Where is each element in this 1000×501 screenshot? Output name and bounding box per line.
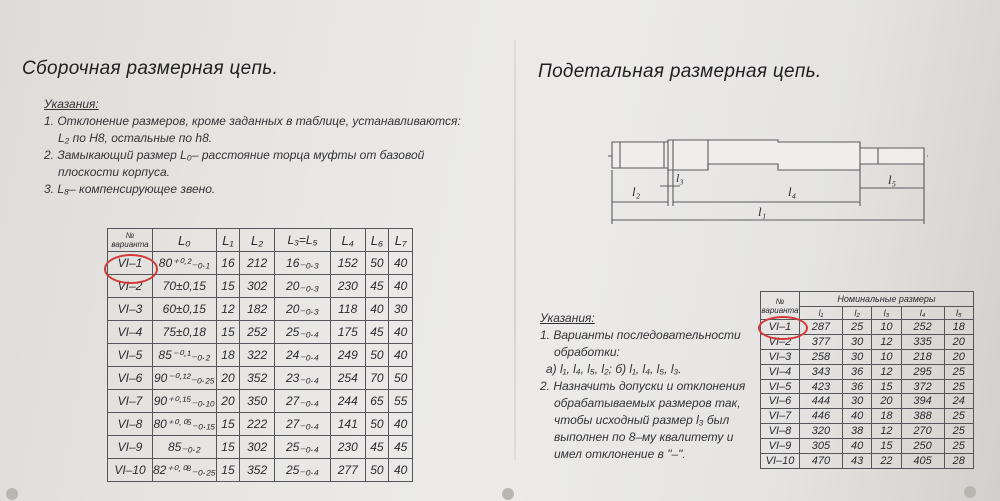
- value-cell: 36: [842, 379, 871, 394]
- value-cell: 15: [216, 436, 240, 459]
- value-cell: 38: [842, 424, 871, 439]
- value-cell: 350: [240, 390, 275, 413]
- value-cell: 394: [901, 394, 944, 409]
- variant-cell: VI–4: [761, 364, 800, 379]
- table-row: [108, 390, 413, 413]
- value-cell: 24: [944, 394, 973, 409]
- right-note-line: 1. Варианты последовательности: [540, 328, 741, 342]
- value-cell: 50: [365, 344, 389, 367]
- value-cell: 22: [872, 454, 901, 469]
- variant-cell: VI–2: [761, 334, 800, 349]
- left-title: Сборочная размерная цепь.: [22, 58, 279, 79]
- variant-cell: VI–10: [761, 454, 800, 469]
- value-cell: 152: [330, 252, 365, 275]
- value-cell: 15: [872, 379, 901, 394]
- column-header: L₁: [216, 229, 240, 252]
- table-row: [761, 379, 974, 394]
- value-cell: 25: [842, 320, 871, 335]
- right-note-line: 2. Назначить допуски и отклонения: [540, 379, 746, 393]
- variant-cell: VI–5: [108, 344, 153, 367]
- value-cell: 40: [389, 252, 413, 275]
- table-row: [108, 367, 413, 390]
- value-cell: 50: [365, 413, 389, 436]
- value-cell: 20₋₀.₃: [274, 298, 330, 321]
- value-cell: 222: [240, 413, 275, 436]
- column-header: L₆: [365, 229, 389, 252]
- value-cell: 40: [389, 344, 413, 367]
- value-cell: 250: [901, 439, 944, 454]
- variant-number-sign: №: [775, 296, 785, 306]
- value-cell: 230: [330, 436, 365, 459]
- value-cell: 212: [240, 252, 275, 275]
- right-note-line: обработки:: [554, 345, 620, 359]
- value-cell: 470: [800, 454, 843, 469]
- table-row: [108, 321, 413, 344]
- variant-highlight-circle: [758, 316, 808, 340]
- value-cell: 18: [872, 409, 901, 424]
- value-cell: 16₋₀.₃: [274, 252, 330, 275]
- table-row: [108, 275, 413, 298]
- value-cell: 45: [389, 436, 413, 459]
- table-row: [761, 349, 974, 364]
- variant-cell: VI–6: [108, 367, 153, 390]
- shaft-drawing: [598, 120, 938, 230]
- value-cell: 12: [872, 334, 901, 349]
- value-cell: 377: [800, 334, 843, 349]
- value-cell: 352: [240, 459, 275, 482]
- value-cell: 20: [944, 349, 973, 364]
- value-cell: 80⁺⁰·²₋₀.₁: [153, 252, 217, 275]
- value-cell: 23₋₀.₄: [274, 367, 330, 390]
- left-note-line: плоскости корпуса.: [58, 165, 171, 179]
- column-header: l₂: [842, 307, 871, 320]
- value-cell: 230: [330, 275, 365, 298]
- dim-label-l4: l₄: [788, 184, 797, 199]
- value-cell: 25: [944, 364, 973, 379]
- pin-tack: [502, 488, 514, 500]
- value-cell: 446: [800, 409, 843, 424]
- value-cell: 65: [365, 390, 389, 413]
- value-cell: 25₋₀.₄: [274, 436, 330, 459]
- variant-cell: VI–10: [108, 459, 153, 482]
- table-row: [108, 436, 413, 459]
- value-cell: 405: [901, 454, 944, 469]
- value-cell: 270: [901, 424, 944, 439]
- value-cell: 25₋₀.₄: [274, 459, 330, 482]
- table-row: [761, 454, 974, 469]
- variant-word: варианта: [761, 305, 799, 315]
- value-cell: 182: [240, 298, 275, 321]
- variant-highlight-circle: [104, 254, 158, 284]
- value-cell: 45: [365, 321, 389, 344]
- value-cell: 25₋₀.₄: [274, 321, 330, 344]
- value-cell: 20: [216, 367, 240, 390]
- value-cell: 25: [944, 409, 973, 424]
- right-note-line: имел отклонение в "–".: [554, 447, 686, 461]
- variant-cell: VI–7: [108, 390, 153, 413]
- variant-cell: VI–9: [761, 439, 800, 454]
- table-row: [761, 364, 974, 379]
- panel-fold: [514, 40, 516, 460]
- value-cell: 55: [389, 390, 413, 413]
- value-cell: 12: [872, 364, 901, 379]
- value-cell: 27₋₀.₄: [274, 413, 330, 436]
- value-cell: 40: [389, 459, 413, 482]
- value-cell: 302: [240, 275, 275, 298]
- right-title: Подетальная размерная цепь.: [538, 61, 822, 82]
- pin-tack: [6, 488, 18, 500]
- value-cell: 175: [330, 321, 365, 344]
- value-cell: 40: [389, 275, 413, 298]
- column-header: L₂: [240, 229, 275, 252]
- variant-word: варианта: [111, 240, 149, 249]
- value-cell: 40: [389, 413, 413, 436]
- value-cell: 249: [330, 344, 365, 367]
- table-row: [761, 439, 974, 454]
- value-cell: 30: [842, 349, 871, 364]
- value-cell: 322: [240, 344, 275, 367]
- value-cell: 335: [901, 334, 944, 349]
- value-cell: 30: [842, 394, 871, 409]
- value-cell: 388: [901, 409, 944, 424]
- value-cell: 82⁺⁰·⁰⁸₋₀.₂₅: [153, 459, 217, 482]
- value-cell: 50: [365, 459, 389, 482]
- pin-tack: [964, 486, 976, 498]
- value-cell: 25: [944, 379, 973, 394]
- table-header-row: [761, 292, 974, 307]
- variant-cell: VI–2: [108, 275, 153, 298]
- value-cell: 70±0,15: [153, 275, 217, 298]
- dim-label-l2: l₂: [632, 184, 641, 199]
- right-notes-heading: Указания:: [540, 311, 595, 325]
- value-cell: 40: [842, 439, 871, 454]
- value-cell: 320: [800, 424, 843, 439]
- value-cell: 252: [901, 320, 944, 335]
- dim-label-l3: l₃: [676, 171, 684, 185]
- left-notes: [44, 96, 461, 198]
- right-note-line: а) l₁, l₄, l₅, l₂; б) l₁, l₄, l₅, l₃.: [546, 362, 682, 376]
- value-cell: 60±0,15: [153, 298, 217, 321]
- value-cell: 27₋₀.₄: [274, 390, 330, 413]
- value-cell: 90⁺⁰·¹⁵₋₀.₁₀: [153, 390, 217, 413]
- value-cell: 40: [389, 321, 413, 344]
- value-cell: 302: [240, 436, 275, 459]
- value-cell: 18: [944, 320, 973, 335]
- value-cell: 287: [800, 320, 843, 335]
- dim-label-l1: l₁: [758, 204, 767, 219]
- table-header-row: [108, 229, 413, 252]
- variant-cell: VI–7: [761, 409, 800, 424]
- value-cell: 20: [216, 390, 240, 413]
- variant-cell: VI–5: [761, 379, 800, 394]
- variant-cell: VI–8: [761, 424, 800, 439]
- value-cell: 85₋₀.₂: [153, 436, 217, 459]
- value-cell: 118: [330, 298, 365, 321]
- table-row: [761, 409, 974, 424]
- value-cell: 30: [842, 334, 871, 349]
- value-cell: 15: [872, 439, 901, 454]
- value-cell: 12: [872, 424, 901, 439]
- variant-cell: VI–4: [108, 321, 153, 344]
- value-cell: 252: [240, 321, 275, 344]
- value-cell: 20: [872, 394, 901, 409]
- column-header: l₅: [944, 307, 973, 320]
- variant-cell: VI–3: [761, 349, 800, 364]
- variant-cell: VI–3: [108, 298, 153, 321]
- value-cell: 40: [365, 298, 389, 321]
- value-cell: 50: [365, 252, 389, 275]
- value-cell: 25: [944, 439, 973, 454]
- value-cell: 295: [901, 364, 944, 379]
- column-header: l₃: [872, 307, 901, 320]
- value-cell: 70: [365, 367, 389, 390]
- value-cell: 50: [389, 367, 413, 390]
- value-cell: 244: [330, 390, 365, 413]
- column-header: L₄: [330, 229, 365, 252]
- value-cell: 80⁺⁰·⁰⁵₋₀.₁₅: [153, 413, 217, 436]
- value-cell: 36: [842, 364, 871, 379]
- right-note-line: обрабатываемых размеров так,: [554, 396, 741, 410]
- value-cell: 18: [216, 344, 240, 367]
- value-cell: 141: [330, 413, 365, 436]
- group-header: Номинальные размеры: [800, 292, 974, 307]
- value-cell: 218: [901, 349, 944, 364]
- value-cell: 20₋₀.₃: [274, 275, 330, 298]
- value-cell: 254: [330, 367, 365, 390]
- value-cell: 15: [216, 413, 240, 436]
- left-note-line: L₂ по H8, остальные по h8.: [58, 131, 213, 145]
- value-cell: 85⁻⁰·¹₋₀.₂: [153, 344, 217, 367]
- value-cell: 15: [216, 459, 240, 482]
- variant-cell: VI–6: [761, 394, 800, 409]
- variant-header-cell: [108, 229, 153, 252]
- right-note-line: выполнен по 8–му квалитету и: [554, 430, 734, 444]
- table-row: [761, 424, 974, 439]
- value-cell: 28: [944, 454, 973, 469]
- value-cell: 352: [240, 367, 275, 390]
- value-cell: 10: [872, 349, 901, 364]
- right-notes: [540, 310, 760, 463]
- value-cell: 372: [901, 379, 944, 394]
- value-cell: 75±0,18: [153, 321, 217, 344]
- left-notes-heading: Указания:: [44, 97, 99, 111]
- value-cell: 444: [800, 394, 843, 409]
- value-cell: 10: [872, 320, 901, 335]
- value-cell: 423: [800, 379, 843, 394]
- table-row: [108, 459, 413, 482]
- column-header: L₃=L₅: [274, 229, 330, 252]
- table-row: [108, 298, 413, 321]
- value-cell: 15: [216, 321, 240, 344]
- left-note-line: 1. Отклонение размеров, кроме заданных в таблице, устанавливаются:: [44, 114, 461, 128]
- left-note-line: 3. L₈– компенсирующее звено.: [44, 182, 216, 196]
- value-cell: 20: [944, 334, 973, 349]
- variant-cell: VI–9: [108, 436, 153, 459]
- value-cell: 343: [800, 364, 843, 379]
- variant-cell: VI–1: [761, 320, 800, 335]
- value-cell: 16: [216, 252, 240, 275]
- right-note-line: чтобы исходный размер l₃ был: [554, 413, 730, 427]
- variant-cell: VI–1: [108, 252, 153, 275]
- value-cell: 24₋₀.₄: [274, 344, 330, 367]
- variant-number-sign: №: [125, 231, 135, 240]
- value-cell: 30: [389, 298, 413, 321]
- value-cell: 305: [800, 439, 843, 454]
- value-cell: 12: [216, 298, 240, 321]
- table-row: [108, 344, 413, 367]
- value-cell: 15: [216, 275, 240, 298]
- table-row: [108, 413, 413, 436]
- table-row: [761, 394, 974, 409]
- value-cell: 43: [842, 454, 871, 469]
- column-header: l₄: [901, 307, 944, 320]
- left-note-line: 2. Замыкающий размер L₀– расстояние торца муфты от базовой: [44, 148, 425, 162]
- value-cell: 45: [365, 436, 389, 459]
- value-cell: 258: [800, 349, 843, 364]
- column-header: L₇: [389, 229, 413, 252]
- column-header: L₀: [153, 229, 217, 252]
- value-cell: 90⁻⁰·¹²₋₀.₂₅: [153, 367, 217, 390]
- value-cell: 45: [365, 275, 389, 298]
- value-cell: 277: [330, 459, 365, 482]
- column-header: l₁: [800, 307, 843, 320]
- value-cell: 25: [944, 424, 973, 439]
- value-cell: 40: [842, 409, 871, 424]
- dim-label-l5: l₅: [888, 172, 897, 187]
- variant-cell: VI–8: [108, 413, 153, 436]
